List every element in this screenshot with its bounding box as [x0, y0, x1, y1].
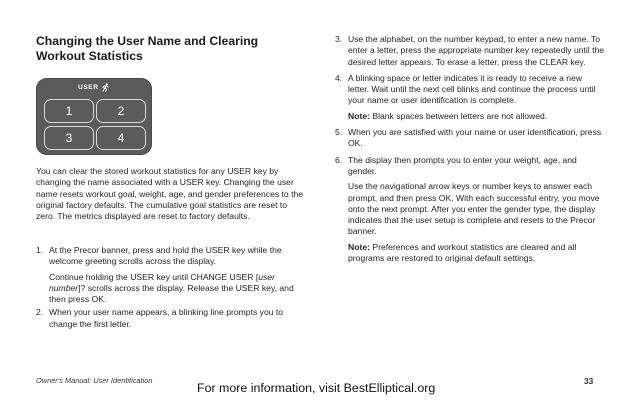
- step-number: 2.: [36, 307, 44, 318]
- step-3: [335, 34, 605, 68]
- keypad-key-2: 2: [96, 99, 146, 123]
- step-text: Use the alphabet, on the number keypad, to enter a new name. To enter a letter, press the appropriate number key repeatedly until the desired letter appears. To erase a letter, press the CLEAR key.: [348, 34, 605, 67]
- step-6: [335, 155, 605, 265]
- page-number: 33: [584, 376, 594, 386]
- right-steps-list: [335, 34, 605, 264]
- step-number: 1.: [36, 245, 44, 255]
- note-label: Note:: [348, 241, 370, 252]
- step-paragraph-2: Use the navigational arrow keys or number keys to answer each prompt, and then press OK. With each successful entry, you move onto the next prompt. After you enter the gender type, the display indicates that the user setup is complete and resets to the Precor banner.: [348, 181, 600, 237]
- continuation-pre: Continue holding the USER key until CHANGE USER [: [49, 271, 259, 282]
- step-note: [348, 111, 605, 122]
- keypad-key-3: 3: [44, 126, 94, 150]
- step-number: 4.: [335, 72, 343, 83]
- intro-paragraph: You can clear the stored workout statistics for any USER key by changing the name associated with a USER key. Changing the user name resets workout goal, weight, age, and gender preferences to the original factory defaults. The cumulative goal statistics are reset to zero. The metrics displayed are reset to factory defaults.: [36, 166, 304, 222]
- step-text: A blinking space or letter indicates it is ready to receive a new letter. Wait until the next cell blinks and continue the process until your name or user identification is complete.: [348, 72, 596, 106]
- heading-line-1: Changing the User Name and Clearing: [36, 34, 259, 48]
- right-column: [335, 34, 605, 264]
- left-column: [36, 34, 316, 64]
- runner-icon: [101, 83, 110, 92]
- step-2: [36, 307, 308, 330]
- continuation-em: user number: [49, 271, 275, 293]
- continuation-post: ]? scrolls across the display. Release the USER key, and then press OK.: [49, 282, 294, 305]
- step-text: When you are satisfied with your name or user identification, press OK.: [348, 127, 602, 149]
- keypad-label: [36, 83, 152, 92]
- step-text: When your user name appears, a blinking line prompts you to change the first letter.: [49, 307, 284, 329]
- page-heading: [36, 34, 316, 64]
- step-4: [335, 73, 605, 122]
- footer-manual-label: Owner's Manual: User Identification: [36, 376, 153, 385]
- note-text: Blank spaces between letters are not allowed.: [369, 110, 548, 121]
- step-text: At the Precor banner, press and hold the USER key while the welcome greeting scrolls across the display.: [49, 245, 282, 267]
- more-info-banner[interactable]: For more information, visit BestElliptical.org: [197, 381, 436, 395]
- keypad-key-4: 4: [96, 126, 146, 150]
- step-note: [348, 242, 605, 265]
- note-text: Preferences and workout statistics are cleared and all programs are restored to original default settings.: [348, 241, 577, 264]
- step-number: 5.: [335, 127, 343, 138]
- note-label: Note:: [348, 110, 370, 121]
- step-number: 3.: [335, 34, 343, 44]
- step-text: The display then prompts you to enter your weight, age, and gender.: [348, 154, 577, 176]
- step-number: 6.: [335, 154, 343, 165]
- user-keypad-illustration: [36, 78, 152, 155]
- step-5: [335, 127, 605, 150]
- left-steps-list: [36, 245, 308, 330]
- keypad-key-1: 1: [44, 99, 94, 123]
- heading-line-2: Workout Statistics: [36, 49, 143, 63]
- keypad-user-label: USER: [78, 84, 99, 92]
- step-continuation: [49, 272, 308, 306]
- step-1: [36, 245, 308, 305]
